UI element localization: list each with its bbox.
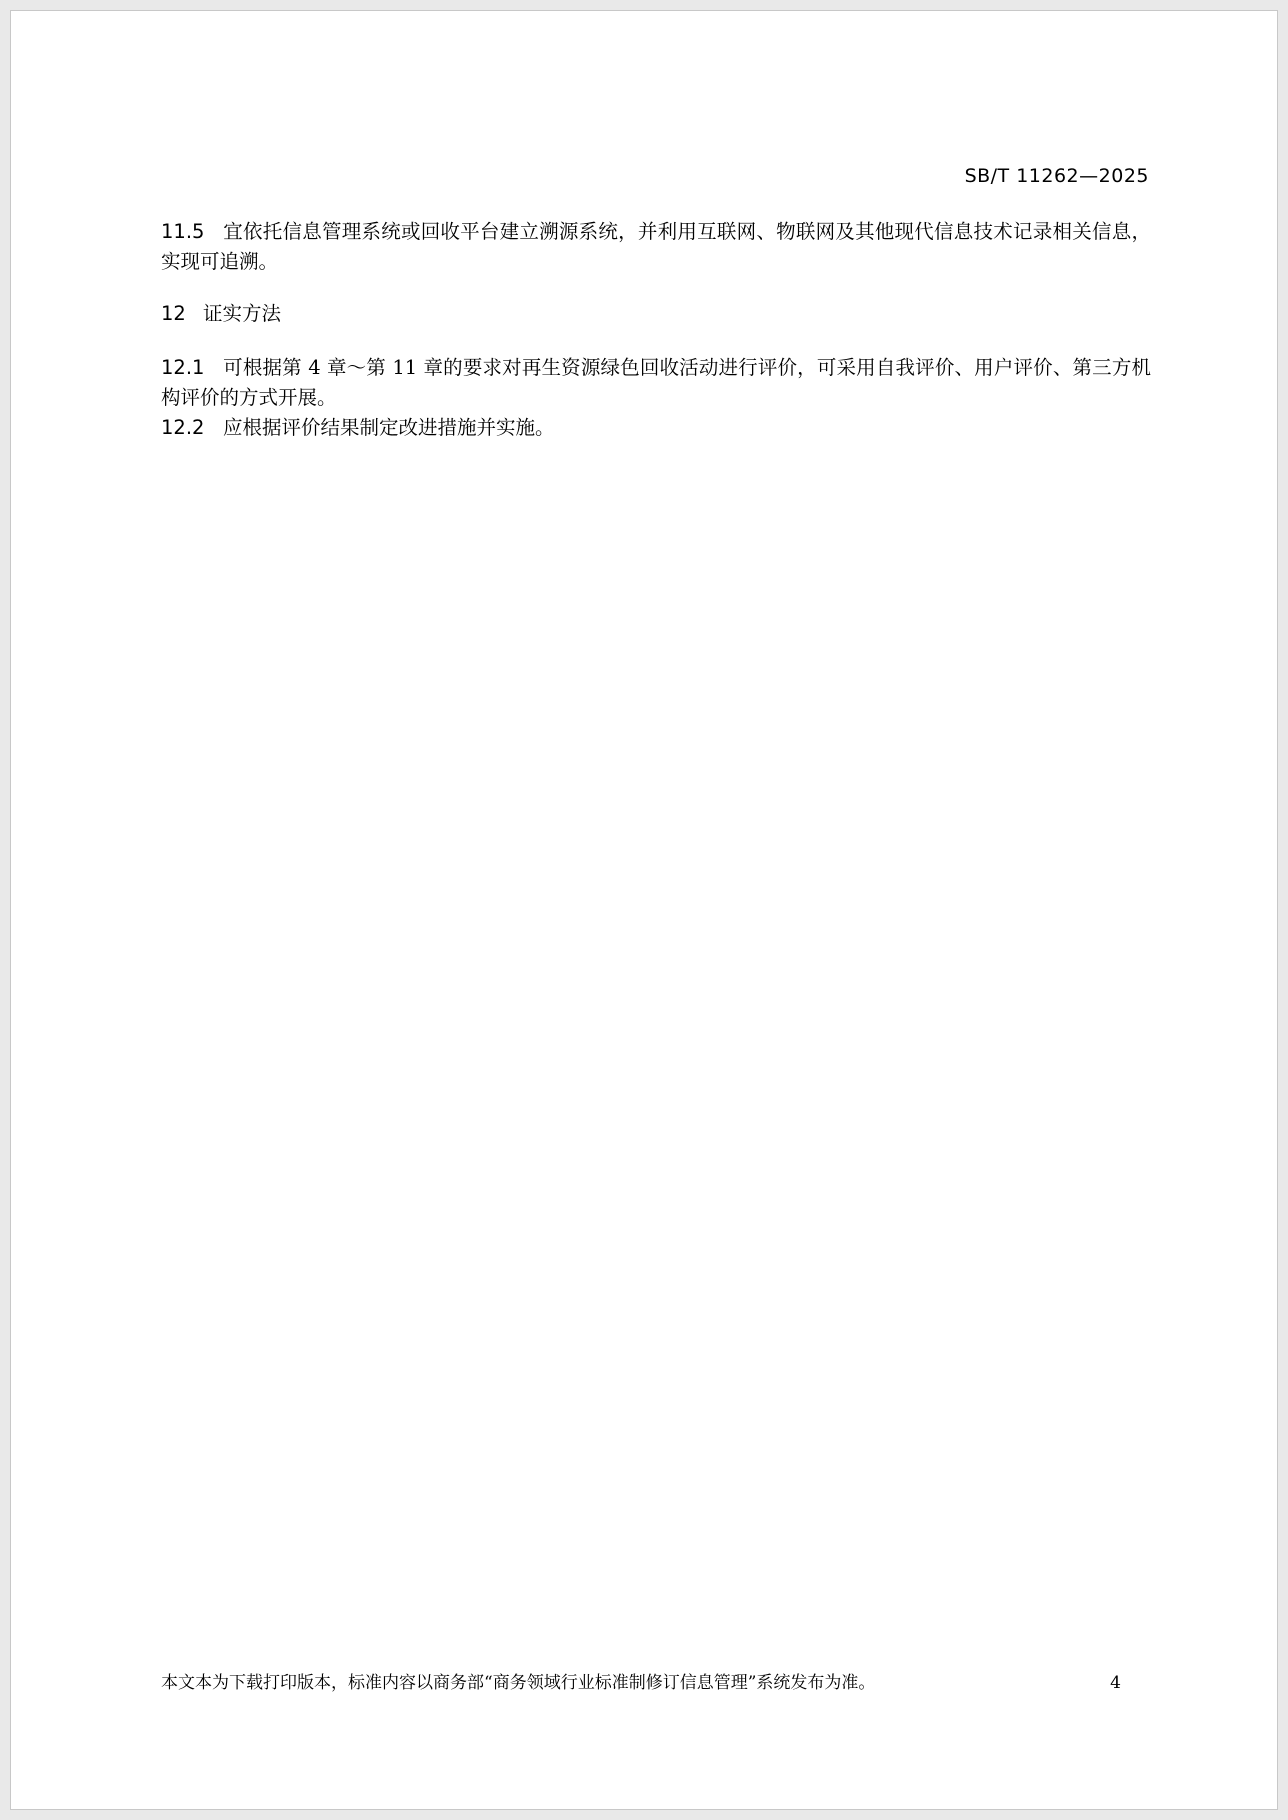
page-number: 4 (1110, 1673, 1121, 1693)
clause-12-2 (161, 413, 1151, 443)
page-footer (161, 1671, 1121, 1695)
section-heading-12 (161, 299, 1151, 329)
clause-12-1 (161, 353, 1151, 413)
section-title: 证实方法 (203, 302, 282, 325)
document-page (10, 10, 1278, 1810)
clause-text: 宜依托信息管理系统或回收平台建立溯源系统，并利用互联网、物联网及其他现代信息技术记录相关信息，实现可追溯。 (161, 220, 1151, 273)
clause-number: 12.1 (161, 356, 205, 379)
document-body (161, 217, 1151, 443)
section-number: 12 (161, 302, 186, 325)
clause-text: 可根据第 4 章～第 11 章的要求对再生资源绿色回收活动进行评价，可采用自我评价、用户评价、第三方机构评价的方式开展。 (161, 356, 1151, 409)
clause-text: 应根据评价结果制定改进措施并实施。 (223, 416, 555, 439)
clause-number: 12.2 (161, 416, 205, 439)
standard-code: SB/T 11262—2025 (964, 165, 1149, 187)
clause-number: 11.5 (161, 220, 205, 243)
clause-11-5 (161, 217, 1151, 277)
footer-notice: 本文本为下载打印版本，标准内容以商务部“商务领域行业标准制修订信息管理”系统发布为准。 (161, 1673, 876, 1693)
